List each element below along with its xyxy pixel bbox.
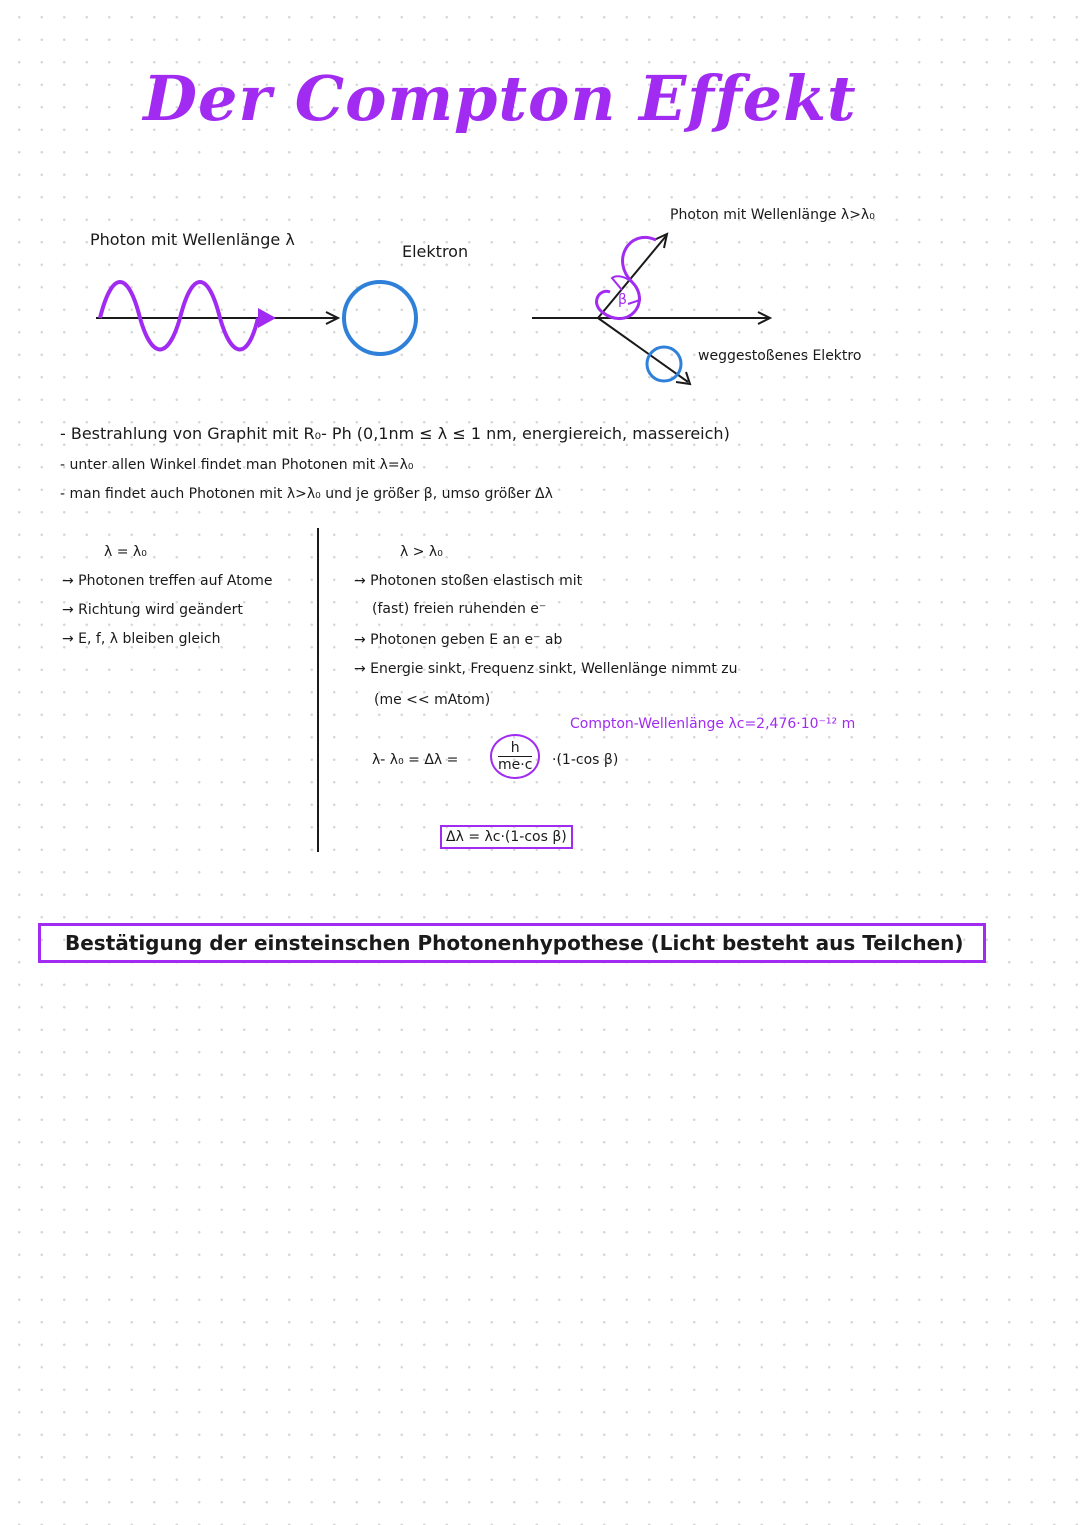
conclusion-text: Bestätigung der einsteinschen Photonenhypothese (Licht besteht aus Teilchen) xyxy=(65,931,964,955)
scattered-electron-label: weggestoßenes Elektro xyxy=(698,348,862,364)
bullet-1: - Bestrahlung von Graphit mit R₀- Ph (0,1nm ≤ λ ≤ 1 nm, energiereich, massereich) xyxy=(60,424,730,443)
scattered-photon-line xyxy=(598,236,666,318)
fraction-numerator: h xyxy=(498,740,532,757)
bullet-3: - man findet auch Photonen mit λ>λ₀ und je größer β, umso größer Δλ xyxy=(60,486,553,502)
formula-fraction xyxy=(490,734,540,779)
wave-head xyxy=(258,308,276,328)
incoming-photon-label: Photon mit Wellenlänge λ xyxy=(90,230,295,249)
formula-rhs: ·(1-cos β) xyxy=(552,752,619,768)
scattered-photon-label: Photon mit Wellenlänge λ>λ₀ xyxy=(670,207,875,223)
compton-fraction-circle xyxy=(490,734,540,779)
left-item-1: → Photonen treffen auf Atome xyxy=(62,573,273,589)
right-item-5: (me << mAtom) xyxy=(374,692,491,708)
electron-label: Elektron xyxy=(402,242,469,261)
incoming-photon-wave xyxy=(100,282,258,350)
angle-beta-label: β xyxy=(618,292,627,308)
compton-diagram xyxy=(0,0,1080,420)
left-heading: λ = λ₀ xyxy=(104,544,147,560)
page-title: Der Compton Effekt xyxy=(143,62,857,135)
left-item-2: → Richtung wird geändert xyxy=(62,602,243,618)
boxed-formula: Δλ = λc·(1-cos β) xyxy=(440,825,573,849)
right-heading: λ > λ₀ xyxy=(400,544,443,560)
column-divider xyxy=(317,528,319,852)
formula-lhs: λ- λ₀ = Δλ = xyxy=(372,752,459,768)
fraction-denominator: me·c xyxy=(498,757,533,773)
left-item-3: → E, f, λ bleiben gleich xyxy=(62,631,221,647)
bullet-2: - unter allen Winkel findet man Photonen mit λ=λ₀ xyxy=(60,457,414,473)
conclusion-box xyxy=(38,923,986,963)
electron-circle xyxy=(344,282,416,354)
right-item-1: → Photonen stoßen elastisch mit xyxy=(354,573,583,589)
compton-wavelength-label: Compton-Wellenlänge λc=2,476·10⁻¹² m xyxy=(570,716,856,732)
right-item-3: → Photonen geben E an e⁻ ab xyxy=(354,632,563,648)
right-item-2: (fast) freien ruhenden e⁻ xyxy=(372,601,547,617)
right-item-4: → Energie sinkt, Frequenz sinkt, Wellenlänge nimmt zu xyxy=(354,661,738,677)
